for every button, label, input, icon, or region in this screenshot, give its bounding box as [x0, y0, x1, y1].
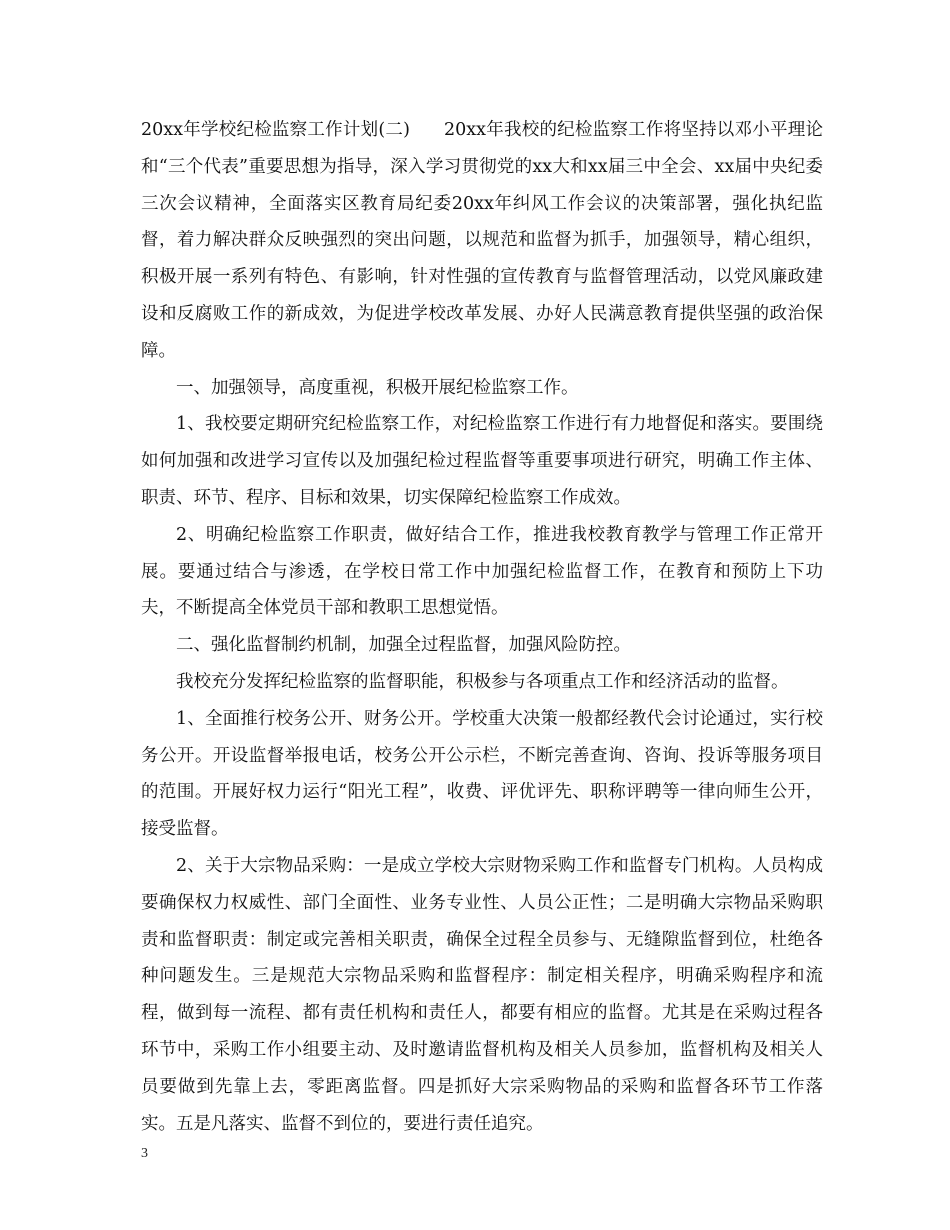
- section-heading-2: 二、强化监督制约机制，加强全过程监督，加强风险防控。: [176, 635, 631, 656]
- paragraph-2-1: 1、全面推行校务公开、财务公开。学校重大决策一般都经教代会讨论通过，实行校务公开。开设监督举报电话，校务公开公示栏，不断完善查询、咨询、投诉等服务项目的范围。开展好权力运行“阳光工程”，收费、评优评先、职称评聘等一律向师生公开，接受监督。: [141, 708, 823, 840]
- paragraph-2-intro: 我校充分发挥纪检监察的监督职能，积极参与各项重点工作和经济活动的监督。: [176, 671, 789, 692]
- section-heading-1: 一、加强领导，高度重视，积极开展纪检监察工作。: [176, 377, 579, 398]
- first-paragraph: [141, 112, 823, 370]
- paragraph-1-2: 2、明确纪检监察工作职责，做好结合工作，推进我校教育教学与管理工作正常开展。要通过结合与渗透，在学校日常工作中加强纪检监督工作，在教育和预防上下功夫，不断提高全体党员干部和教职工思想觉悟。: [141, 524, 823, 619]
- document-title: 20xx年学校纪检监察工作计划(二): [141, 120, 410, 140]
- document-body: [141, 112, 823, 1142]
- paragraph-2-2: 2、关于大宗物品采购：一是成立学校大宗财物采购工作和监督专门机构。人员构成要确保权力权威性、部门全面性、业务专业性、人员公正性；二是明确大宗物品采购职责和监督职责：制定或完善相关职责，确保全过程全员参与、无缝隙监督到位，杜绝各种问题发生。三是规范大宗物品采购和监督程序：制定相关程序，明确采购程序和流程，做到每一流程、都有责任机构和责任人，都要有相应的监督。尤其是在采购过程各环节中，采购工作小组要主动、及时邀请监督机构及相关人员参加，监督机构及相关人员要做到先靠上去，零距离监督。四是抓好大宗采购物品的采购和监督各环节工作落实。五是凡落实、监督不到位的，要进行责任追究。: [141, 855, 823, 1134]
- page-number: 3: [141, 1146, 148, 1161]
- intro-text: 20xx年我校的纪检监察工作将坚持以邓小平理论和“三个代表”重要思想为指导，深入学习贯彻党的xx大和xx届三中全会、xx届中央纪委三次会议精神，全面落实区教育局纪委20xx年纠风工作会议的决策部署，强化执纪监督，着力解决群众反映强烈的突出问题，以规范和监督为抓手，加强领导，精心组织，积极开展一系列有特色、有影响，针对性强的宣传教育与监督管理活动，以党风廉政建设和反腐败工作的新成效，为促进学校改革发展、办好人民满意教育提供坚强的政治保障。: [141, 120, 823, 361]
- paragraph-1-1: 1、我校要定期研究纪检监察工作，对纪检监察工作进行有力地督促和落实。要围绕如何加强和改进学习宣传以及加强纪检过程监督等重要事项进行研究，明确工作主体、职责、环节、程序、目标和效果，切实保障纪检监察工作成效。: [141, 414, 823, 508]
